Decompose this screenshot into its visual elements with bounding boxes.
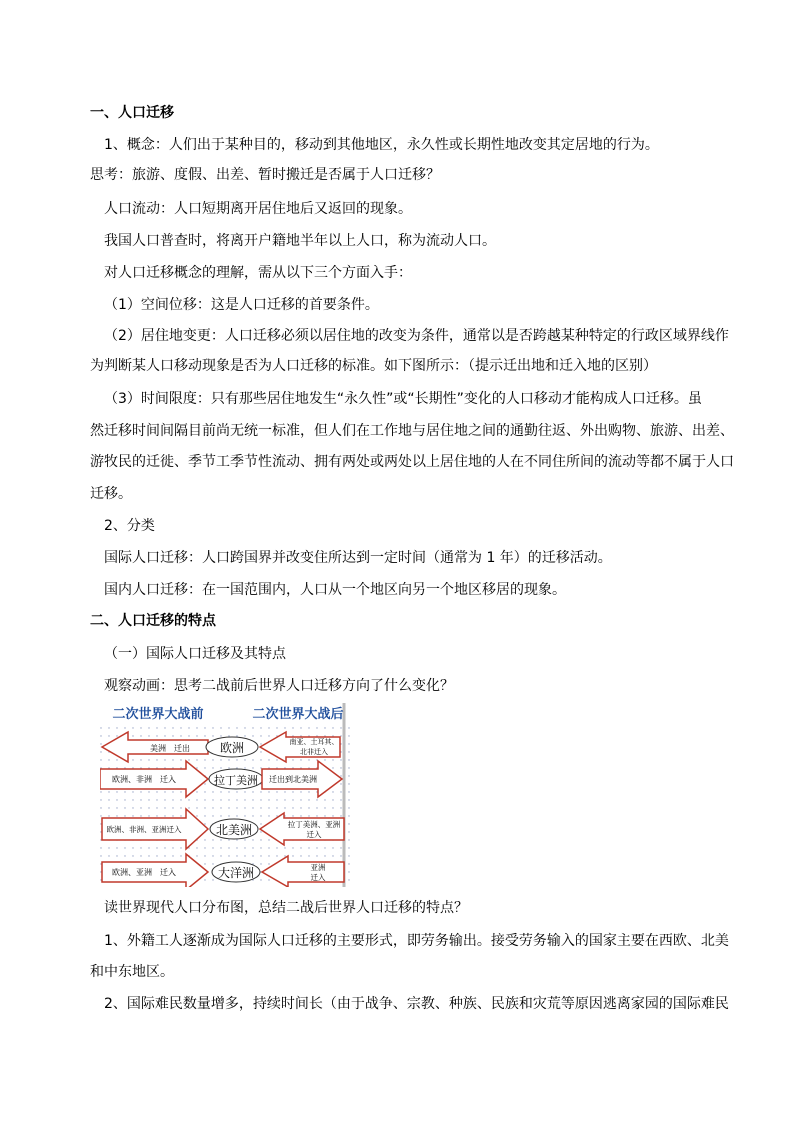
paragraph: 观察动画：思考二战前后世界人口迁移方向了什么变化？ [104,678,454,694]
label-before: 欧洲、非洲、亚洲迁入 [106,825,182,834]
paragraph: （1）空间位移：这是人口迁移的首要条件。 [104,297,379,313]
paragraph: 2、分类 [104,518,155,534]
region-label: 北美洲 [215,823,253,837]
title-before: 二次世界大战前 [112,707,204,722]
label-after: 迁入 [310,873,326,882]
paragraph: （3）时间限度：只有那些居住地发生“永久性”或“长期性”变化的人口移动才能构成人口迁移。虽 [104,391,702,407]
paragraph: 读世界现代人口分布图，总结二战后世界人口迁移的特点？ [104,900,468,916]
paragraph: 和中东地区。 [90,964,174,980]
paragraph: 我国人口普查时，将离开户籍地半年以上人口，称为流动人口。 [104,233,496,249]
label-after: 迁入 [306,830,322,839]
paragraph: 国际人口迁移：人口跨国界并改变住所达到一定时间（通常为 1 年）的迁移活动。 [104,550,612,566]
section-heading-2: 二、人口迁移的特点 [90,613,216,629]
paragraph: 对人口迁移概念的理解，需从以下三个方面入手： [104,265,412,281]
region-label: 大洋洲 [217,866,255,880]
paragraph: 2、国际难民数量增多，持续时间长（由于战争、宗教、种族、民族和灾荒等原因逃离家园的国际难民 [104,996,729,1012]
label-after: 拉丁美洲、亚洲 [287,820,341,829]
section-heading-1: 一、人口迁移 [90,105,174,121]
paragraph: 人口流动：人口短期离开居住地后又返回的现象。 [104,201,412,217]
region-label: 拉丁美洲 [214,774,258,787]
paragraph: 游牧民的迁徙、季节工季节性流动、拥有两处或两处以上居住地的人在不同住所间的流动等都不属于人口 [90,454,734,470]
migration-figure [100,703,350,887]
paragraph: 1、概念：人们出于某种目的，移动到其他地区，永久性或长期性地改变其定居地的行为。 [104,137,659,153]
region-label: 欧洲 [219,741,245,755]
paragraph: 迁移。 [90,486,132,502]
label-after: 亚洲 [310,863,326,872]
paragraph: 为判断某人口移动现象是否为人口迁移的标准。如下图所示：（提示迁出地和迁入地的区别） [90,358,657,374]
paragraph: 国内人口迁移：在一国范围内，人口从一个地区向另一个地区移居的现象。 [104,582,566,598]
paragraph: （一）国际人口迁移及其特点 [104,646,286,662]
paragraph: 然迁移时间间隔目前尚无统一标准，但人们在工作地与居住地之间的通勤往返、外出购物、旅游、出差、 [90,423,734,439]
paragraph: 思考：旅游、度假、出差、暂时搬迁是否属于人口迁移？ [90,167,440,183]
paragraph: 1、外籍工人逐渐成为国际人口迁移的主要形式，即劳务输出。接受劳务输入的国家主要在西欧、北美 [104,933,729,949]
title-after: 二次世界大战后 [252,707,344,722]
label-after: 迁出到北美洲 [269,775,317,784]
label-before: 美洲 迁出 [150,744,190,753]
paragraph: （2）居住地变更：人口迁移必须以居住地的改变为条件，通常以是否跨越某种特定的行政区域界线作 [104,328,729,344]
label-before: 欧洲、亚洲 迁入 [112,868,176,877]
label-after: 南亚、土耳其、 [289,738,339,746]
label-before: 欧洲、非洲 迁入 [112,775,176,784]
label-after: 北非迁入 [300,748,328,756]
